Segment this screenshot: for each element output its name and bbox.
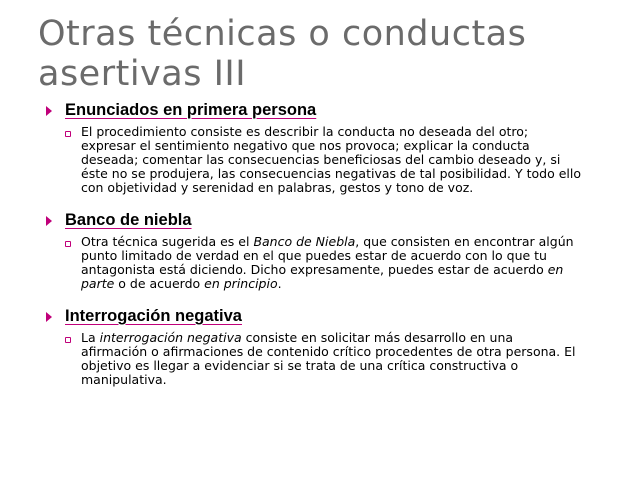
sub-bullet xyxy=(46,235,621,291)
italic-text-run: en parte xyxy=(81,262,564,291)
square-bullet-icon xyxy=(65,241,71,247)
section-interrogacion-negativa xyxy=(46,304,621,387)
sub-bullet-text xyxy=(81,235,583,291)
sub-bullet-text xyxy=(81,331,583,387)
text-run: consiste en solicitar más desarrollo en una afirmación o afirmaciones de contenido crítico procedentes de otra persona. El objetivo es llegar a evidenciar si se trata de una crítica constructiva o manipulativa. xyxy=(81,330,576,387)
sub-bullet xyxy=(46,331,621,387)
slide-content xyxy=(46,98,621,400)
heading-text: Enunciados en primera persona xyxy=(65,100,317,119)
text-run: La xyxy=(81,330,100,345)
italic-text-run: interrogación negativa xyxy=(99,330,242,345)
triangle-bullet-icon xyxy=(46,216,52,226)
square-bullet-icon xyxy=(65,131,71,137)
text-run: . xyxy=(277,276,282,291)
sub-bullet xyxy=(46,125,621,195)
sub-bullet-text: El procedimiento consiste es describir la conducta no deseada del otro; expresar el sentimiento negativo que nos provoca; explicar la conducta deseada; comentar las consecuencias beneficiosas del cambio deseado y, si éste no se produjera, las consecuencias negativas de tal posibilidad. Y todo ello con objetividad y serenidad en palabras, gestos y tono de voz. xyxy=(81,124,581,195)
text-run: Otra técnica sugerida es el xyxy=(81,234,254,249)
italic-text-run: en principio xyxy=(204,276,278,291)
heading-text: Banco de niebla xyxy=(65,210,192,229)
slide-title-line-2: asertivas III xyxy=(38,54,247,94)
section-enunciados xyxy=(46,98,621,195)
section-banco-de-niebla xyxy=(46,208,621,291)
square-bullet-icon xyxy=(65,337,71,343)
slide-title-line-1: Otras técnicas o conductas xyxy=(38,14,527,54)
section-heading xyxy=(46,98,621,122)
section-heading xyxy=(46,304,621,328)
text-run: , que consisten en encontrar algún punto limitado de verdad en el que puedes estar de acuerdo con lo que tu antagonista está diciendo. Dicho expresamente, puedes estar de acuerdo xyxy=(81,234,574,277)
slide-title xyxy=(38,14,618,94)
text-run: o de acuerdo xyxy=(114,276,205,291)
heading-text: Interrogación negativa xyxy=(65,306,242,325)
section-heading xyxy=(46,208,621,232)
italic-text-run: Banco de Niebla xyxy=(253,234,356,249)
triangle-bullet-icon xyxy=(46,106,52,116)
triangle-bullet-icon xyxy=(46,312,52,322)
